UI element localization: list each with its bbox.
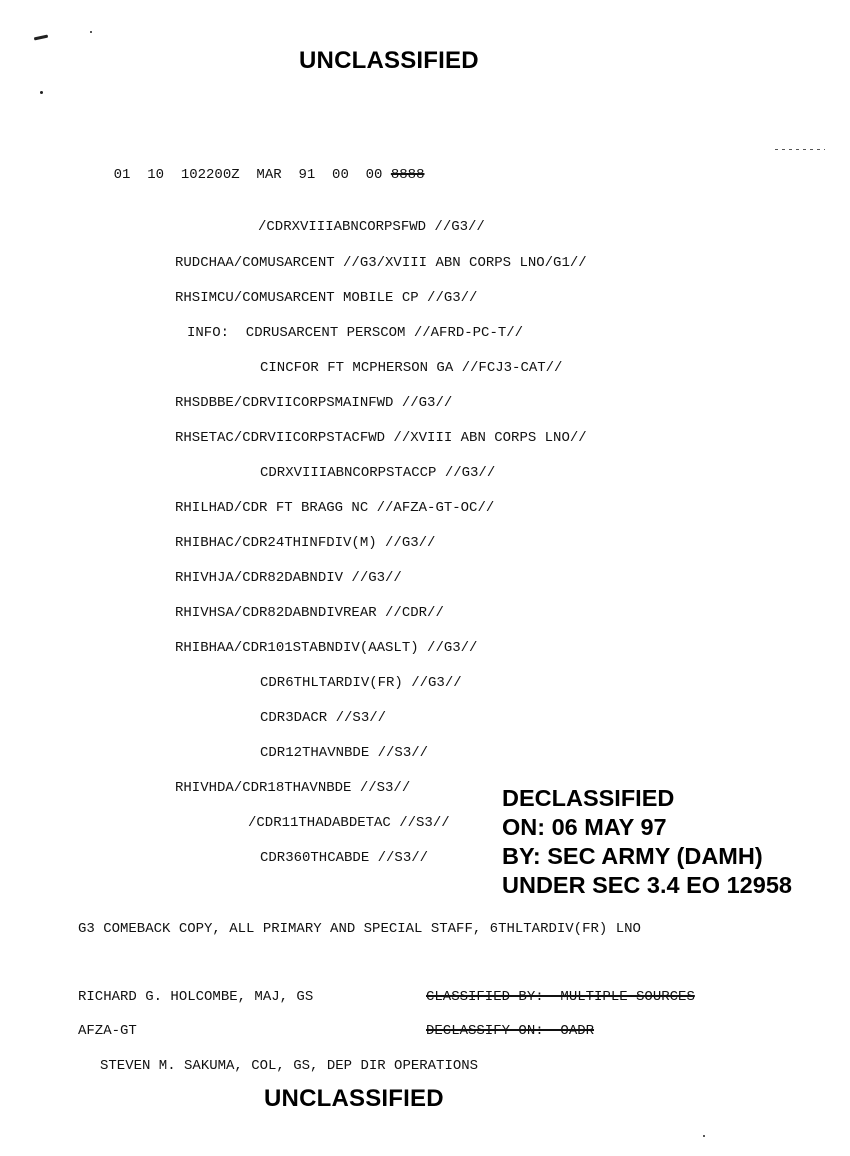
addressee-line: RHSETAC/CDRVIICORPSTACFWD //XVIII ABN CORPS LNO//: [175, 430, 587, 446]
message-dtg: 01 10 102200Z MAR 91 00 00: [113, 167, 383, 183]
addressee-line: RHILHAD/CDR FT BRAGG NC //AFZA-GT-OC//: [175, 500, 495, 516]
addressee-line: RHIBHAA/CDR101STABNDIV(AASLT) //G3//: [175, 640, 478, 656]
addressee-line: RHSDBBE/CDRVIICORPSMAINFWD //G3//: [175, 395, 453, 411]
struck-code: 8888: [390, 167, 425, 183]
message-header-line: [80, 148, 424, 202]
addressee-line: CINCFOR FT MCPHERSON GA //FCJ3-CAT//: [260, 360, 563, 376]
addressee-line: /CDRXVIIIABNCORPSFWD //G3//: [258, 219, 485, 235]
addressee-line: RHIBHAC/CDR24THINFDIV(M) //G3//: [175, 535, 436, 551]
scan-mark: [40, 91, 43, 94]
declassification-stamp: [502, 784, 792, 900]
declass-line-reference: UNDER SEC 3.4 EO 12958: [502, 872, 792, 898]
releaser-line: STEVEN M. SAKUMA, COL, GS, DEP DIR OPERATIONS: [100, 1058, 479, 1074]
addressee-line: CDR12THAVNBDE //S3//: [260, 745, 429, 761]
addressee-line: RHIVHSA/CDR82DABNDIVREAR //CDR//: [175, 605, 444, 621]
addressee-line: CDR360THCABDE //S3//: [260, 850, 429, 866]
addressee-line: RHIVHDA/CDR18THAVNBDE //S3//: [175, 780, 411, 796]
addressee-line: INFO: CDRUSARCENT PERSCOM //AFRD-PC-T//: [187, 325, 524, 341]
declass-line-authority: BY: SEC ARMY (DAMH): [502, 843, 763, 869]
classified-by-line: CLASSIFIED BY: MULTIPLE SOURCES: [426, 989, 695, 1005]
classification-banner-bottom: UNCLASSIFIED: [264, 1085, 444, 1112]
declassify-on-line: DECLASSIFY ON: OADR: [426, 1023, 595, 1039]
scan-mark: [34, 35, 48, 41]
scan-mark: [90, 31, 92, 33]
distribution-line: G3 COMEBACK COPY, ALL PRIMARY AND SPECIAL STAFF, 6THLTARDIV(FR) LNO: [78, 921, 641, 937]
scan-mark: [703, 1135, 705, 1137]
addressee-line: CDRXVIIIABNCORPSTACCP //G3//: [260, 465, 496, 481]
scan-mark: [775, 149, 825, 150]
addressee-line: RHSIMCU/COMUSARCENT MOBILE CP //G3//: [175, 290, 478, 306]
addressee-line: RHIVHJA/CDR82DABNDIV //G3//: [175, 570, 402, 586]
declass-line-status: DECLASSIFIED: [502, 785, 675, 811]
drafter-line: RICHARD G. HOLCOMBE, MAJ, GS: [78, 989, 314, 1005]
classification-banner-top: UNCLASSIFIED: [299, 47, 479, 74]
addressee-line: /CDR11THADABDETAC //S3//: [248, 815, 450, 831]
declass-line-date: ON: 06 MAY 97: [502, 814, 667, 840]
office-symbol: AFZA-GT: [78, 1023, 137, 1039]
addressee-line: RUDCHAA/COMUSARCENT //G3/XVIII ABN CORPS LNO/G1//: [175, 255, 587, 271]
addressee-line: CDR3DACR //S3//: [260, 710, 387, 726]
addressee-line: CDR6THLTARDIV(FR) //G3//: [260, 675, 462, 691]
